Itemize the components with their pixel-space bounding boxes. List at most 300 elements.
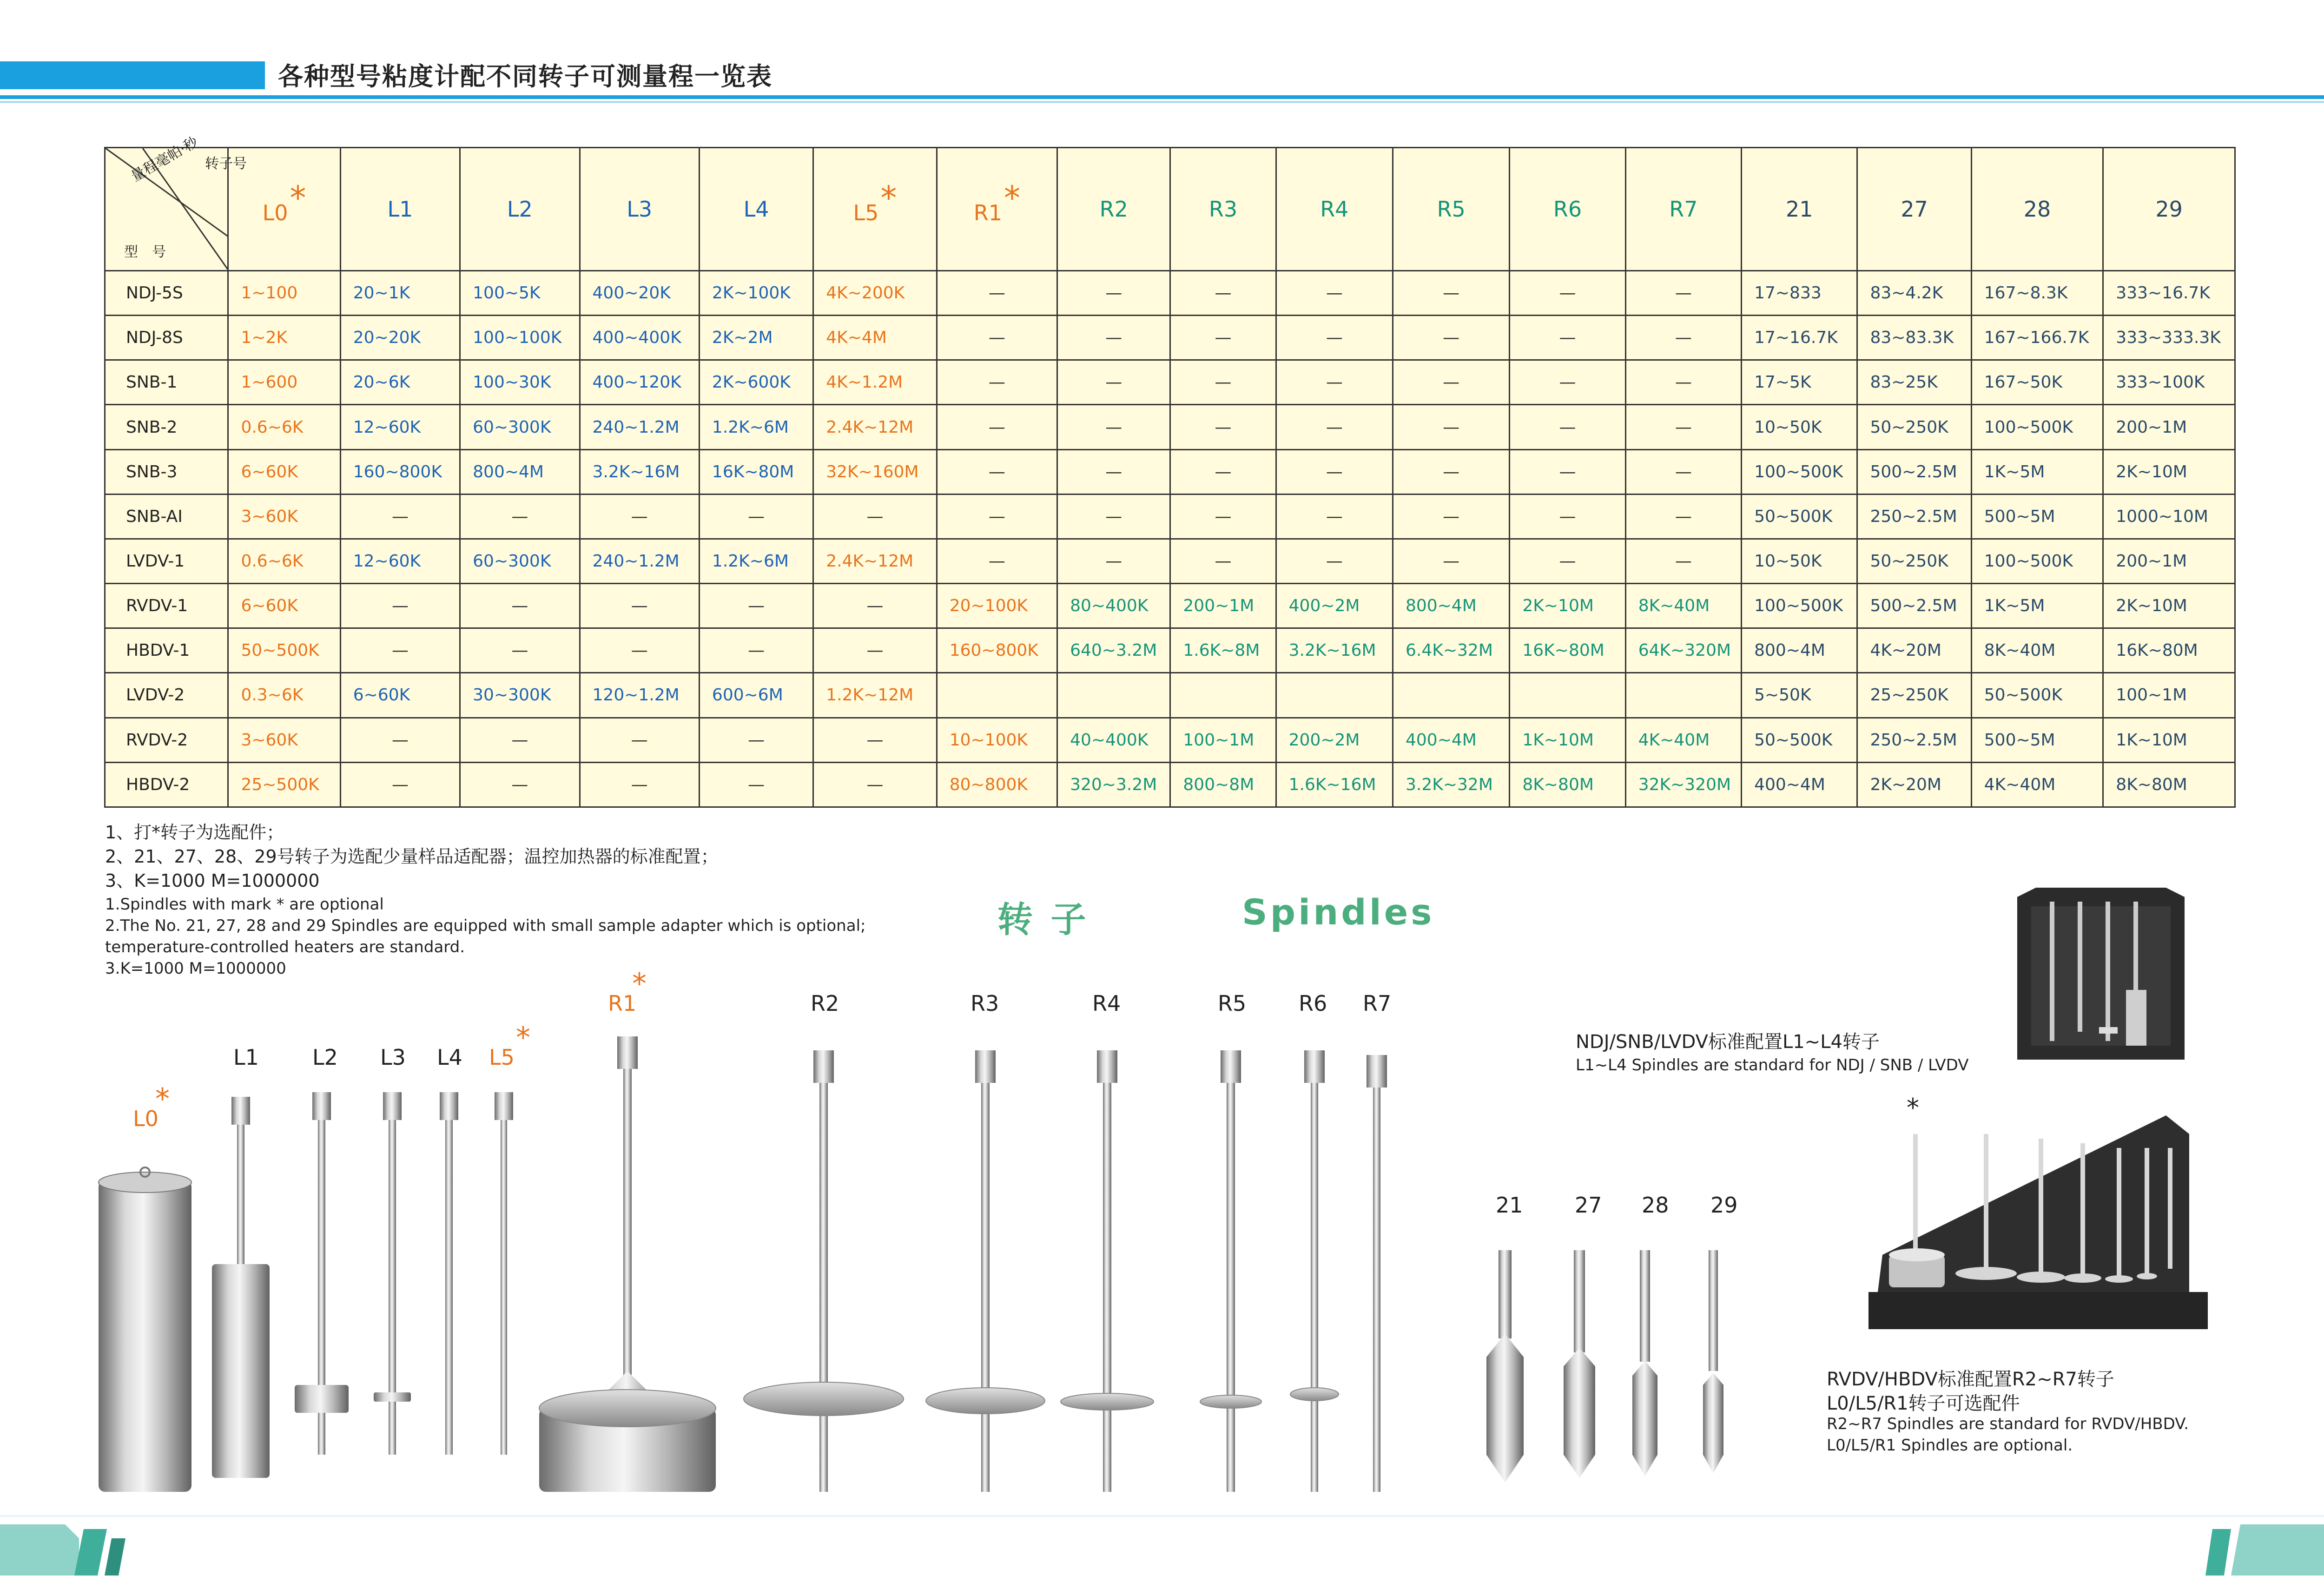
range-cell-r6: — [1510, 405, 1625, 449]
range-cell-r7: — [1625, 360, 1741, 405]
range-cell-r2: — [1057, 316, 1170, 360]
model-cell: RVDV-2 [105, 718, 228, 762]
range-cell-r1: — [937, 494, 1057, 539]
model-cell: NDJ-5S [105, 271, 228, 316]
model-cell: NDJ-8S [105, 316, 228, 360]
col-header-r7 [1625, 148, 1741, 271]
range-cell-r3: 1.6K~8M [1170, 628, 1276, 673]
model-cell: LVDV-1 [105, 539, 228, 583]
caption-ndj-cn: NDJ/SNB/LVDV标准配置L1~L4转子 [1576, 1031, 1880, 1053]
range-cell-l1: — [340, 718, 460, 762]
star-L5: * [516, 1021, 530, 1055]
label-R6: R6 [1299, 991, 1327, 1016]
spindle-L0 [99, 1167, 191, 1492]
model-cell: SNB-3 [105, 449, 228, 494]
col-header-21 [1742, 148, 1857, 271]
range-cell-r3: — [1170, 271, 1276, 316]
range-cell-28: 4K~40M [1971, 762, 2103, 807]
range-cell-27: 500~2.5M [1857, 449, 1971, 494]
range-cell-21: 17~833 [1742, 271, 1857, 316]
col-header-r2 [1057, 148, 1170, 271]
range-cell-r1: — [937, 316, 1057, 360]
range-cell-l2: 30~300K [460, 673, 580, 718]
range-cell-r3: — [1170, 360, 1276, 405]
range-cell-r7: — [1625, 316, 1741, 360]
model-cell: SNB-2 [105, 405, 228, 449]
col-header-r6 [1510, 148, 1625, 271]
header-accent-bar [0, 61, 265, 89]
note-cn-3: 3、K=1000 M=1000000 [105, 870, 320, 891]
range-cell-l3: 120~1.2M [580, 673, 699, 718]
footer-decoration [0, 1515, 2324, 1582]
range-cell-29: 333~333.3K [2103, 316, 2235, 360]
col-header-l4 [699, 148, 813, 271]
spindle-illustrations [93, 1069, 1534, 1506]
range-cell-l1: 12~60K [340, 405, 460, 449]
range-cell-29: 2K~10M [2103, 449, 2235, 494]
range-cell-r3: — [1170, 539, 1276, 583]
range-cell-29: 333~100K [2103, 360, 2235, 405]
range-cell-l2: 100~5K [460, 271, 580, 316]
range-cell-r7: 8K~40M [1625, 584, 1741, 628]
range-cell-r1: — [937, 271, 1057, 316]
range-cell-r4: 1.6K~16M [1276, 762, 1393, 807]
range-cell-r2: — [1057, 494, 1170, 539]
range-cell-l3: 400~20K [580, 271, 699, 316]
range-cell-l1: 6~60K [340, 673, 460, 718]
col-header-label: R3 [1208, 197, 1238, 222]
range-cell-28: 100~500K [1971, 405, 2103, 449]
range-cell-r1 [937, 673, 1057, 718]
range-cell-l1: — [340, 584, 460, 628]
spindle-29 [1703, 1250, 1723, 1473]
range-cell-29: 200~1M [2103, 539, 2235, 583]
col-header-29 [2103, 148, 2235, 271]
table-row [105, 628, 2235, 673]
model-cell: RVDV-1 [105, 584, 228, 628]
range-cell-r4: 400~2M [1276, 584, 1393, 628]
col-header-label: R5 [1437, 197, 1466, 222]
label-21: 21 [1496, 1193, 1523, 1218]
range-cell-l5: 4K~1.2M [813, 360, 937, 405]
page-title: 各种型号粘度计配不同转子可测量程一览表 [278, 62, 772, 91]
range-cell-l4: 2K~100K [699, 271, 813, 316]
range-cell-l3: 3.2K~16M [580, 449, 699, 494]
range-cell-r1: — [937, 449, 1057, 494]
range-cell-l2: — [460, 584, 580, 628]
range-cell-r5: 800~4M [1393, 584, 1510, 628]
range-cell-l0: 25~500K [228, 762, 340, 807]
range-cell-l5: 4K~4M [813, 316, 937, 360]
range-cell-21: 50~500K [1742, 718, 1857, 762]
col-header-l0 [228, 148, 340, 271]
l-spindle-stand-photo [2013, 888, 2189, 1064]
range-cell-r4: — [1276, 271, 1393, 316]
range-cell-27: 4K~20M [1857, 628, 1971, 673]
spindle-L4 [440, 1092, 458, 1455]
range-cell-29: 333~16.7K [2103, 271, 2235, 316]
range-cell-28: 1K~5M [1971, 449, 2103, 494]
label-28: 28 [1642, 1193, 1669, 1218]
spindle-R6 [1290, 1050, 1339, 1492]
range-cell-r2: 80~400K [1057, 584, 1170, 628]
range-cell-l4: — [699, 628, 813, 673]
range-cell-r5: — [1393, 405, 1510, 449]
range-cell-28: 50~500K [1971, 673, 2103, 718]
range-cell-l5: 2.4K~12M [813, 405, 937, 449]
spindle-R1 [539, 1036, 716, 1492]
range-cell-r7: — [1625, 539, 1741, 583]
range-cell-r5: 6.4K~32M [1393, 628, 1510, 673]
table-row [105, 405, 2235, 449]
label-L4: L4 [437, 1045, 462, 1070]
col-header-r3 [1170, 148, 1276, 271]
range-cell-r5: — [1393, 539, 1510, 583]
range-cell-29: 16K~80M [2103, 628, 2235, 673]
range-cell-l4: 1.2K~6M [699, 539, 813, 583]
range-cell-29: 2K~10M [2103, 584, 2235, 628]
col-header-r4 [1276, 148, 1393, 271]
optional-star-icon: * [1004, 179, 1020, 217]
range-cell-r1: — [937, 539, 1057, 583]
label-R3: R3 [971, 991, 999, 1016]
caption-rv-cn-1: RVDV/HBDV标准配置R2~R7转子 [1827, 1369, 2114, 1390]
range-cell-l2: 100~30K [460, 360, 580, 405]
star-L0: * [155, 1082, 170, 1116]
col-header-label: 29 [2155, 197, 2183, 222]
range-cell-l5: — [813, 718, 937, 762]
range-cell-28: 500~5M [1971, 718, 2103, 762]
col-header-label: R7 [1669, 197, 1698, 222]
corner-range-label: 量程毫帕·秒 [128, 134, 201, 185]
range-cell-l4: 16K~80M [699, 449, 813, 494]
range-cell-l0: 3~60K [228, 494, 340, 539]
range-cell-27: 500~2.5M [1857, 584, 1971, 628]
table-corner-cell [105, 134, 247, 271]
col-header-label: L2 [507, 197, 533, 222]
note-en-2b: temperature-controlled heaters are standard. [105, 938, 465, 956]
range-cell-r5 [1393, 673, 1510, 718]
range-cell-21: 10~50K [1742, 539, 1857, 583]
range-cell-l2: — [460, 494, 580, 539]
range-cell-21: 100~500K [1742, 449, 1857, 494]
range-cell-l1: 20~20K [340, 316, 460, 360]
range-cell-28: 500~5M [1971, 494, 2103, 539]
range-cell-l2: — [460, 762, 580, 807]
caption-rv-en-2: L0/L5/R1 Spindles are optional. [1827, 1436, 2073, 1455]
col-header-label: R2 [1099, 197, 1128, 222]
range-cell-r3: — [1170, 494, 1276, 539]
range-cell-r3: — [1170, 316, 1276, 360]
range-cell-r5: 3.2K~32M [1393, 762, 1510, 807]
range-cell-r2: 40~400K [1057, 718, 1170, 762]
label-R5: R5 [1218, 991, 1247, 1016]
range-cell-21: 800~4M [1742, 628, 1857, 673]
range-cell-r3: 800~8M [1170, 762, 1276, 807]
range-cell-l0: 6~60K [228, 449, 340, 494]
range-cell-l2: — [460, 718, 580, 762]
table-row [105, 449, 2235, 494]
range-cell-l4: 600~6M [699, 673, 813, 718]
table-row [105, 494, 2235, 539]
range-cell-l3: — [580, 718, 699, 762]
spindle-R5 [1200, 1050, 1261, 1492]
range-cell-29: 1K~10M [2103, 718, 2235, 762]
caption-rv-cn-2: L0/L5/R1转子可选配件 [1827, 1393, 2020, 1414]
range-cell-r1: — [937, 360, 1057, 405]
range-cell-r2: — [1057, 405, 1170, 449]
range-cell-r4: — [1276, 360, 1393, 405]
range-cell-l3: — [580, 762, 699, 807]
range-cell-l3: — [580, 494, 699, 539]
model-cell: SNB-1 [105, 360, 228, 405]
range-cell-27: 83~4.2K [1857, 271, 1971, 316]
range-cell-l3: 240~1.2M [580, 539, 699, 583]
range-cell-r4: — [1276, 539, 1393, 583]
range-cell-l5: 1.2K~12M [813, 673, 937, 718]
spindles-heading-en: Spindles [1242, 891, 1435, 933]
range-cell-r7: 32K~320M [1625, 762, 1741, 807]
spindle-L3 [374, 1092, 411, 1455]
spindle-R7 [1367, 1055, 1387, 1492]
spindle-L5 [495, 1092, 513, 1455]
range-cell-21: 17~5K [1742, 360, 1857, 405]
range-cell-r4: — [1276, 316, 1393, 360]
range-cell-l3: 400~120K [580, 360, 699, 405]
optional-star-icon: * [880, 179, 897, 217]
col-header-r1 [937, 148, 1057, 271]
range-cell-l4: — [699, 584, 813, 628]
range-cell-27: 2K~20M [1857, 762, 1971, 807]
range-cell-r1: 160~800K [937, 628, 1057, 673]
range-cell-r1: 80~800K [937, 762, 1057, 807]
label-R1: R1 [608, 991, 637, 1016]
optional-star-icon: * [290, 179, 306, 217]
range-cell-r4: — [1276, 494, 1393, 539]
range-cell-r1: 10~100K [937, 718, 1057, 762]
label-L0: L0 [133, 1106, 158, 1131]
range-cell-l5: — [813, 584, 937, 628]
spindle-L1 [212, 1097, 270, 1478]
range-cell-r2 [1057, 673, 1170, 718]
range-cell-r4: 3.2K~16M [1276, 628, 1393, 673]
table-row [105, 762, 2235, 807]
label-R7: R7 [1363, 991, 1392, 1016]
photo-star: * [1907, 1093, 1919, 1122]
label-29: 29 [1710, 1193, 1738, 1218]
caption-ndj-en: L1~L4 Spindles are standard for NDJ / SNB / LVDV [1576, 1056, 1969, 1074]
note-en-2: 2.The No. 21, 27, 28 and 29 Spindles are equipped with small sample adapter which is optional; [105, 916, 866, 935]
range-cell-l0: 6~60K [228, 584, 340, 628]
range-cell-l5: — [813, 628, 937, 673]
range-cell-l0: 0.3~6K [228, 673, 340, 718]
col-header-label: L4 [743, 197, 769, 222]
range-cell-l3: — [580, 628, 699, 673]
table-row [105, 360, 2235, 405]
label-L2: L2 [312, 1045, 338, 1070]
model-cell: HBDV-1 [105, 628, 228, 673]
col-header-label: L5 [853, 200, 879, 225]
range-cell-r5: — [1393, 360, 1510, 405]
caption-rv-en-1: R2~R7 Spindles are standard for RVDV/HBDV. [1827, 1415, 2189, 1433]
table-row [105, 271, 2235, 316]
range-cell-21: 10~50K [1742, 405, 1857, 449]
range-cell-l5: — [813, 494, 937, 539]
range-cell-r3: — [1170, 449, 1276, 494]
note-en-1: 1.Spindles with mark * are optional [105, 895, 384, 914]
range-cell-r3: 100~1M [1170, 718, 1276, 762]
range-cell-r6: 8K~80M [1510, 762, 1625, 807]
col-header-label: 28 [2023, 197, 2051, 222]
label-27: 27 [1575, 1193, 1602, 1218]
col-header-label: R1 [973, 200, 1002, 225]
range-cell-r6: 2K~10M [1510, 584, 1625, 628]
spindle-28 [1632, 1250, 1657, 1476]
header-rule-light [0, 101, 2324, 103]
label-L5: L5 [489, 1045, 515, 1070]
range-cell-l5: 4K~200K [813, 271, 937, 316]
range-cell-r2: — [1057, 360, 1170, 405]
range-cell-29: 1000~10M [2103, 494, 2235, 539]
range-cell-r6: 1K~10M [1510, 718, 1625, 762]
range-cell-r4 [1276, 673, 1393, 718]
range-cell-27: 250~2.5M [1857, 494, 1971, 539]
label-R2: R2 [811, 991, 839, 1016]
range-cell-27: 50~250K [1857, 539, 1971, 583]
range-cell-27: 83~83.3K [1857, 316, 1971, 360]
range-cell-r6: — [1510, 494, 1625, 539]
range-cell-l1: 160~800K [340, 449, 460, 494]
col-header-label: R6 [1553, 197, 1582, 222]
range-cell-r7: 64K~320M [1625, 628, 1741, 673]
range-cell-r2: — [1057, 539, 1170, 583]
range-cell-l3: — [580, 584, 699, 628]
range-cell-r2: 320~3.2M [1057, 762, 1170, 807]
col-header-label: L1 [387, 197, 413, 222]
note-cn-1: 1、打*转子为选配件； [105, 822, 284, 843]
range-cell-l0: 50~500K [228, 628, 340, 673]
range-cell-r6: — [1510, 360, 1625, 405]
range-cell-21: 5~50K [1742, 673, 1857, 718]
range-cell-r3: — [1170, 405, 1276, 449]
range-cell-28: 8K~40M [1971, 628, 2103, 673]
range-cell-27: 50~250K [1857, 405, 1971, 449]
range-cell-r5: — [1393, 494, 1510, 539]
range-cell-r6: — [1510, 539, 1625, 583]
range-cell-29: 200~1M [2103, 405, 2235, 449]
range-cell-l4: — [699, 718, 813, 762]
range-cell-l1: — [340, 494, 460, 539]
range-cell-l5: 2.4K~12M [813, 539, 937, 583]
table-row [105, 316, 2235, 360]
star-R1: * [632, 967, 647, 1001]
table-body [105, 271, 2235, 807]
spindle-27 [1564, 1250, 1595, 1478]
label-R4: R4 [1092, 991, 1121, 1016]
range-cell-l1: 20~1K [340, 271, 460, 316]
range-table [104, 134, 2236, 808]
col-header-label: 21 [1785, 197, 1813, 222]
col-header-label: L3 [627, 197, 653, 222]
range-cell-27: 250~2.5M [1857, 718, 1971, 762]
range-cell-r4: — [1276, 405, 1393, 449]
range-cell-28: 100~500K [1971, 539, 2103, 583]
model-cell: SNB-AI [105, 494, 228, 539]
range-cell-r4: 200~2M [1276, 718, 1393, 762]
table-row [105, 539, 2235, 583]
range-cell-l1: 20~6K [340, 360, 460, 405]
col-header-label: L0 [262, 200, 288, 225]
col-header-l1 [340, 148, 460, 271]
header-rule [0, 95, 2324, 99]
range-cell-28: 1K~5M [1971, 584, 2103, 628]
label-L1: L1 [233, 1045, 259, 1070]
range-cell-r7: — [1625, 405, 1741, 449]
range-cell-l1: — [340, 628, 460, 673]
range-cell-l3: 400~400K [580, 316, 699, 360]
range-cell-21: 400~4M [1742, 762, 1857, 807]
range-cell-l5: 32K~160M [813, 449, 937, 494]
range-cell-r3: 200~1M [1170, 584, 1276, 628]
range-cell-l0: 1~600 [228, 360, 340, 405]
spindle-21 [1486, 1250, 1524, 1483]
model-cell: HBDV-2 [105, 762, 228, 807]
range-cell-l0: 1~2K [228, 316, 340, 360]
col-header-l2 [460, 148, 580, 271]
spindle-R3 [926, 1050, 1045, 1492]
range-cell-r6: — [1510, 449, 1625, 494]
range-cell-r3 [1170, 673, 1276, 718]
range-cell-r7 [1625, 673, 1741, 718]
range-cell-l0: 0.6~6K [228, 539, 340, 583]
note-cn-2: 2、21、27、28、29号转子为选配少量样品适配器；温控加热器的标准配置； [105, 846, 719, 867]
model-cell: LVDV-2 [105, 673, 228, 718]
table-row [105, 584, 2235, 628]
range-cell-r4: — [1276, 449, 1393, 494]
col-header-label: R4 [1320, 197, 1349, 222]
note-en-3: 3.K=1000 M=1000000 [105, 959, 286, 978]
range-cell-l0: 1~100 [228, 271, 340, 316]
spindle-R2 [744, 1050, 904, 1492]
range-cell-27: 25~250K [1857, 673, 1971, 718]
range-cell-r2: 640~3.2M [1057, 628, 1170, 673]
range-cell-21: 50~500K [1742, 494, 1857, 539]
range-cell-l3: 240~1.2M [580, 405, 699, 449]
range-cell-29: 8K~80M [2103, 762, 2235, 807]
range-cell-l2: 60~300K [460, 539, 580, 583]
table-row [105, 673, 2235, 718]
range-cell-28: 167~166.7K [1971, 316, 2103, 360]
table-header-row [105, 148, 2235, 271]
corner-model-label: 型号 [124, 244, 180, 260]
range-cell-r1: 20~100K [937, 584, 1057, 628]
range-cell-r7: 4K~40M [1625, 718, 1741, 762]
range-cell-r7: — [1625, 449, 1741, 494]
range-cell-r5: — [1393, 316, 1510, 360]
range-cell-l2: 60~300K [460, 405, 580, 449]
range-cell-l1: — [340, 762, 460, 807]
range-cell-l4: 2K~600K [699, 360, 813, 405]
range-cell-r6: — [1510, 316, 1625, 360]
range-cell-l4: — [699, 494, 813, 539]
spindle-L2 [295, 1092, 349, 1455]
range-cell-l2: — [460, 628, 580, 673]
range-cell-l1: 12~60K [340, 539, 460, 583]
range-cell-l0: 0.6~6K [228, 405, 340, 449]
range-cell-r2: — [1057, 449, 1170, 494]
range-cell-l2: 800~4M [460, 449, 580, 494]
range-cell-l2: 100~100K [460, 316, 580, 360]
